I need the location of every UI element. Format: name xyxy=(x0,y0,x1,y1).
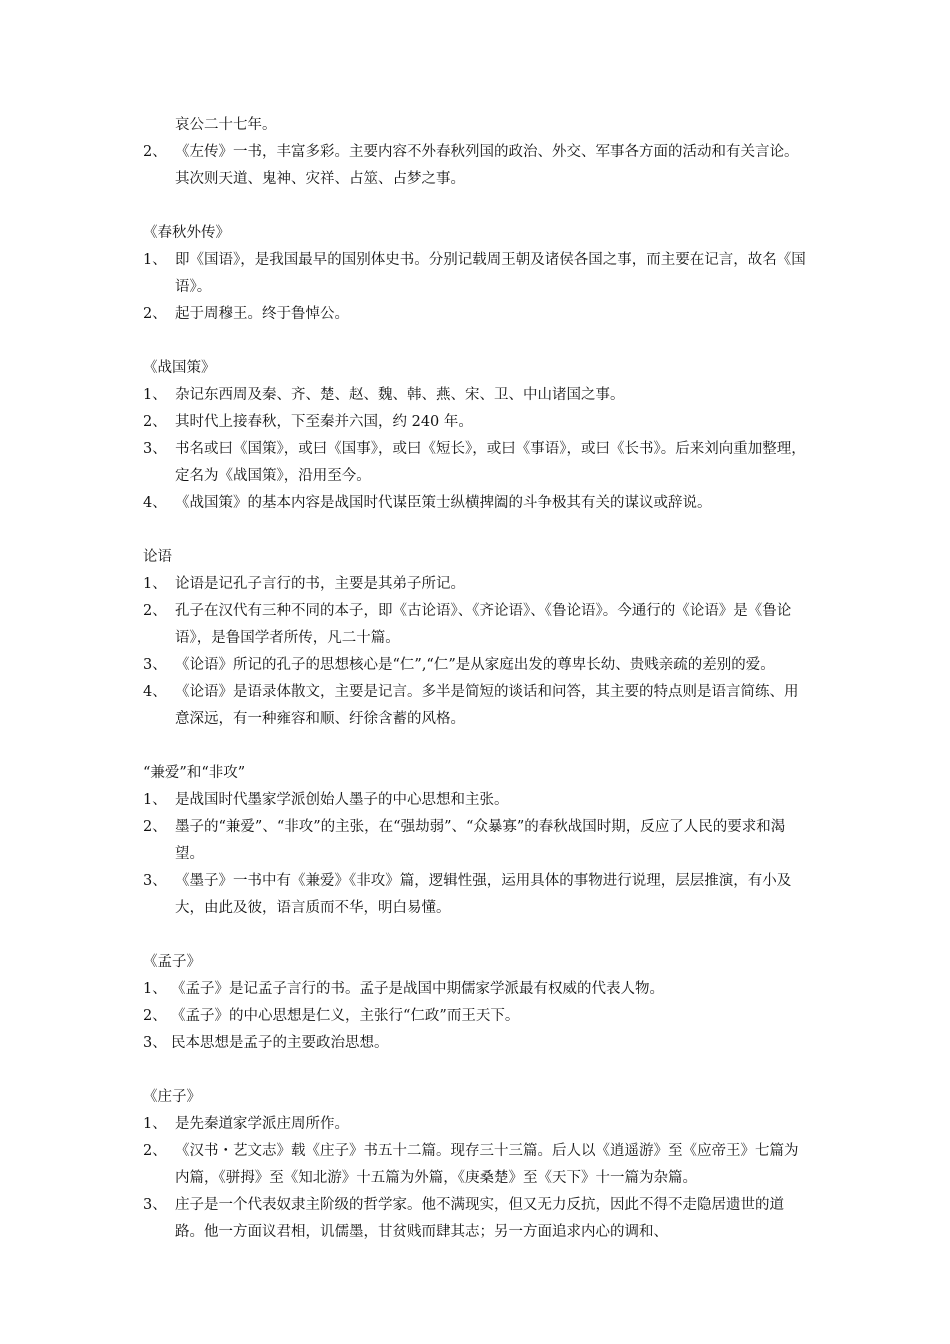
list-item xyxy=(143,1111,810,1138)
item-number: 2、 xyxy=(143,1008,167,1024)
item-text: 《汉书・艺文志》载《庄子》书五十二篇。现存三十三篇。后人以《逍遥游》至《应帝王》七篇为内篇，《骈拇》至《知北游》十五篇为外篇，《庚桑楚》至《天下》十一篇为杂篇。 xyxy=(175,1143,799,1186)
section-chunqiu-waizhuan xyxy=(143,220,810,328)
list-item xyxy=(143,787,810,814)
item-text: 《左传》一书，丰富多彩。主要内容不外春秋列国的政治、外交、军事各方面的活动和有关言论。其次则天道、鬼神、灾祥、占筮、占梦之事。 xyxy=(175,144,799,187)
list-item xyxy=(143,139,810,193)
item-text: 杂记东西周及秦、齐、楚、赵、魏、韩、燕、宋、卫、中山诸国之事。 xyxy=(175,387,625,403)
section-zhanguoce xyxy=(143,355,810,517)
section-gap xyxy=(143,193,810,220)
list-item xyxy=(143,1030,810,1057)
section-gap xyxy=(143,517,810,544)
item-text: 是战国时代墨家学派创始人墨子的中心思想和主张。 xyxy=(175,792,509,808)
section-jianai-feigong xyxy=(143,760,810,922)
item-text: 孔子在汉代有三种不同的本子，即《古论语》、《齐论语》、《鲁论语》。今通行的《论语》是《鲁论语》，是鲁国学者所传，凡二十篇。 xyxy=(175,603,792,646)
item-number: 2、 xyxy=(143,819,167,835)
section-gap xyxy=(143,733,810,760)
item-text: 民本思想是孟子的主要政治思想。 xyxy=(171,1035,389,1051)
continuation-line: 哀公二十七年。 xyxy=(175,117,277,133)
list-item xyxy=(143,382,810,409)
list-item xyxy=(143,1138,810,1192)
list-item xyxy=(143,571,810,598)
item-number: 2、 xyxy=(143,603,167,619)
list-item xyxy=(143,301,810,328)
item-text: 《战国策》的基本内容是战国时代谋臣策士纵横捭阖的斗争极其有关的谋议或辞说。 xyxy=(175,495,712,511)
item-number: 3、 xyxy=(143,873,167,889)
item-number: 1、 xyxy=(143,1116,167,1132)
item-text: 《论语》所记的孔子的思想核心是“仁”,“仁”是从家庭出发的尊卑长幼、贵贱亲疏的差别的爱。 xyxy=(175,657,775,673)
section-heading: 论语 xyxy=(143,549,172,565)
item-text: 《孟子》是记孟子言行的书。孟子是战国中期儒家学派最有权威的代表人物。 xyxy=(171,981,664,997)
list-item xyxy=(143,598,810,652)
section-zuozhuan xyxy=(143,112,810,193)
item-number: 3、 xyxy=(143,1197,167,1213)
list-item xyxy=(143,409,810,436)
list-item xyxy=(143,652,810,679)
section-heading: 《孟子》 xyxy=(143,954,201,970)
item-number: 1、 xyxy=(143,981,167,997)
item-text: 《墨子》一书中有《兼爱》《非攻》篇，逻辑性强，运用具体的事物进行说理，层层推演，有小及大，由此及彼，语言质而不华，明白易懂。 xyxy=(175,873,792,916)
list-item xyxy=(143,868,810,922)
item-number: 3、 xyxy=(143,1035,167,1051)
item-number: 2、 xyxy=(143,1143,167,1159)
section-heading: “兼爱”和“非攻” xyxy=(143,765,246,781)
list-item xyxy=(143,436,810,490)
item-text: 起于周穆王。终于鲁悼公。 xyxy=(175,306,349,322)
item-number: 1、 xyxy=(143,792,167,808)
section-gap xyxy=(143,1057,810,1084)
item-text: 即《国语》，是我国最早的国别体史书。分别记载周王朝及诸侯各国之事，而主要在记言，故名《国语》。 xyxy=(175,252,806,295)
item-text: 《孟子》的中心思想是仁义，主张行“仁政”而王天下。 xyxy=(171,1008,520,1024)
list-item xyxy=(143,490,810,517)
item-number: 1、 xyxy=(143,252,167,268)
item-number: 4、 xyxy=(143,495,167,511)
item-text: 庄子是一个代表奴隶主阶级的哲学家。他不满现实，但又无力反抗，因此不得不走隐居遗世的道路。他一方面议君相，讥儒墨，甘贫贱而肆其志；另一方面追求内心的调和、 xyxy=(175,1197,784,1240)
item-number: 1、 xyxy=(143,387,167,403)
section-mengzi xyxy=(143,949,810,1057)
section-heading: 《战国策》 xyxy=(143,360,216,376)
section-heading: 《春秋外传》 xyxy=(143,225,230,241)
item-number: 3、 xyxy=(143,441,167,457)
item-text: 《论语》是语录体散文，主要是记言。多半是简短的谈话和问答，其主要的特点则是语言简练、用意深远，有一种雍容和顺、纡徐含蓄的风格。 xyxy=(175,684,799,727)
section-gap xyxy=(143,922,810,949)
section-zhuangzi xyxy=(143,1084,810,1246)
item-text: 其时代上接春秋，下至秦并六国，约 240 年。 xyxy=(175,414,473,430)
item-text: 是先秦道家学派庄周所作。 xyxy=(175,1116,349,1132)
item-number: 2、 xyxy=(143,144,167,160)
document-content xyxy=(143,112,810,1246)
list-item xyxy=(143,1003,810,1030)
item-number: 2、 xyxy=(143,414,167,430)
section-heading: 《庄子》 xyxy=(143,1089,201,1105)
list-item xyxy=(143,814,810,868)
list-item xyxy=(143,1192,810,1246)
item-text: 书名或曰《国策》，或曰《国事》，或曰《短长》，或曰《事语》，或曰《长书》。后来刘向重加整理，定名为《战国策》，沿用至今。 xyxy=(175,441,806,484)
item-number: 2、 xyxy=(143,306,167,322)
list-item xyxy=(143,976,810,1003)
list-item xyxy=(143,679,810,733)
section-gap xyxy=(143,328,810,355)
section-lunyu xyxy=(143,544,810,733)
list-item xyxy=(143,247,810,301)
item-number: 4、 xyxy=(143,684,167,700)
item-text: 墨子的“兼爱”、“非攻”的主张，在“强劫弱”、“众暴寡”的春秋战国时期，反应了人民的要求和渴望。 xyxy=(175,819,786,862)
item-text: 论语是记孔子言行的书，主要是其弟子所记。 xyxy=(175,576,465,592)
item-number: 3、 xyxy=(143,657,167,673)
item-number: 1、 xyxy=(143,576,167,592)
